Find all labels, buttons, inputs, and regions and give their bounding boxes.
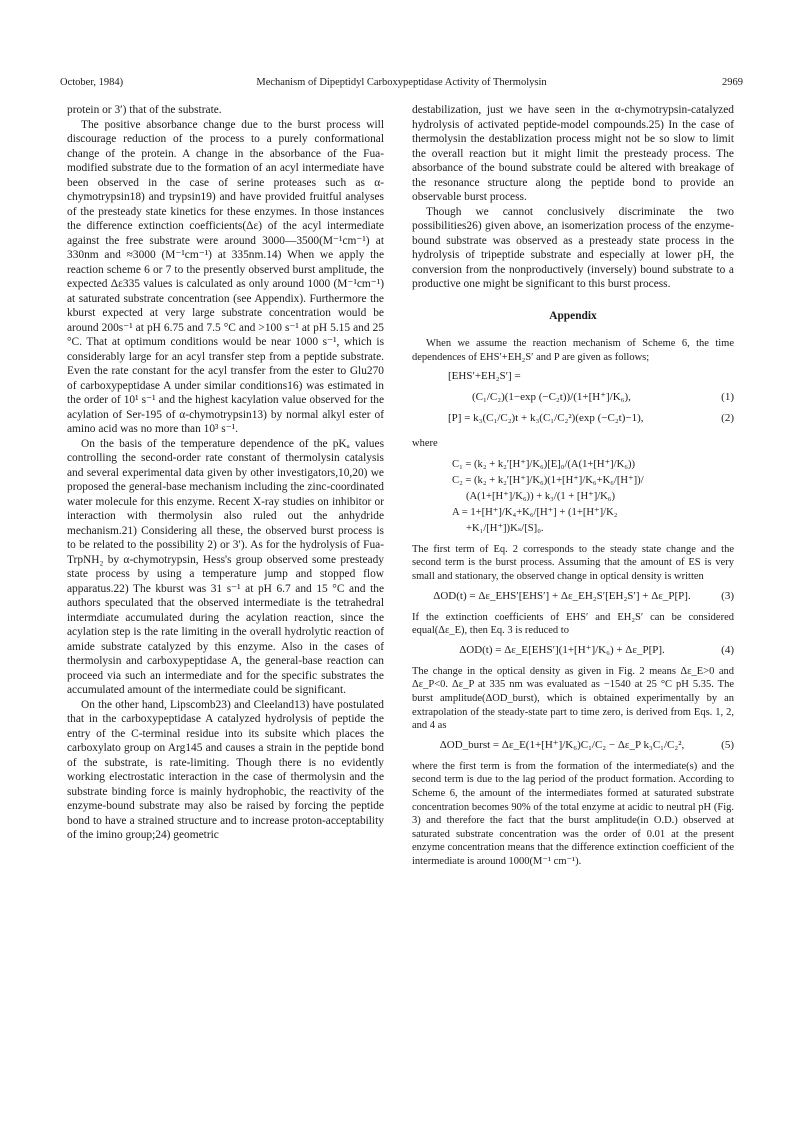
paragraph: Though we cannot conclusively discriminate the two possibilities26) given above, an isomerization process of the enzyme-bound substrate was observed as a presteady state process in the hydrolysis of tripeptide substrate and especially at lower pH, the conversion from the nonproductively (inversely) bound substrate to a productive one might be significant to this burst process.	[412, 205, 734, 290]
appendix-body	[412, 337, 734, 868]
appendix-title: Appendix	[549, 309, 597, 322]
definition-a-cont: +K₁/[H⁺])Kₛ/[S]₀.	[466, 522, 544, 534]
page-number: 2969	[722, 77, 743, 88]
equation-number: (2)	[721, 412, 734, 425]
appendix-intro: When we assume the reaction mechanism of Scheme 6, the time dependences of EHS′+EH₂S′ and P are given as follows;	[412, 338, 734, 363]
equation-1: (C₁/C₂)(1−exp (−C₂t))/(1+[H⁺]/K₆), (1)	[472, 391, 734, 404]
equation-number: (5)	[721, 738, 734, 751]
paragraph: destabilization, just we have seen in the α-chymotrypsin-catalyzed hydrolysis of activated peptide-model compounds.25) In the case of thermolysin the destablization process might not be so slow to limit the overall reaction but it might limit the presteady process. The absorbance of the bound substrate could be altered with breakage of the resonance structure along the peptide bond to provide an observable burst process.	[412, 104, 734, 203]
definitions	[452, 457, 734, 537]
paragraph: If the extinction coefficients of EHS′ and EH₂S′ can be considered equal(Δε_E), then Eq. 3 is reduced to	[412, 611, 734, 637]
paragraph: The positive absorbance change due to the burst process will discourage reduction of the process to a purely conformational change of the protein. A change in the absorbance of the Fua-modified substrate due to the formation of an acyl intermediate have been observed in the case of serine proteases such as α-chymotrypsin18) and trypsin19) and have provided fruitful analyses of the presteady state kinetics for these enzymes. In those instances the difference extinction coefficients(Δε) of the acyl intermediate against the free substrate were around 3000—3500(M⁻¹cm⁻¹) at 330nm and ≈3000 (M⁻¹cm⁻¹) at 335nm.14) When we apply the reaction scheme 6 or 7 to the presently observed burst amplitude, the expected Δε335 values is calculated as only around 1000 (M⁻¹cm⁻¹) at saturated substrate concentration (see Appendix). Furthermore the kburst expected at very large substrate concentration would be around 200s⁻¹ at pH 6.75 and 7.5 °C and >100 s⁻¹ at pH 5.15 and 25 °C. That at optimum conditions would be near 1000 s⁻¹, which is considerably large for an acyl transfer step from a peptide substrate. Even the rate constant for the acyl transfer from the ester to Glu270 of carboxypeptidase A under similar conditions16) was estimated in the order of 10¹ s⁻¹ and the highest kacylation value observed for the acylation of Ser-195 of α-chymotrypsin13) by normal alkyl ester of amino acid was no more than 10³ s⁻¹.	[67, 118, 384, 435]
definition-c2-cont: (A(1+[H⁺]/K₆)) + k₃/(1 + [H⁺]/K₆)	[466, 490, 616, 502]
equation-3: ΔOD(t) = Δε_EHS′[EHS′] + Δε_EH₂S′[EH₂S′] + Δε_P[P]. (3)	[433, 589, 734, 602]
header-title: Mechanism of Dipeptidyl Carboxypeptidase Activity of Thermolysin	[256, 77, 547, 88]
equation-number: (4)	[721, 643, 734, 656]
paragraph: where the first term is from the formation of the intermediate(s) and the second term is due to the lag period of the product formation. According to Scheme 6, the amount of the intermediates formed at saturated substrate concentration becomes 90% of the total enzyme at acidic to neutral pH (Fig. 3) and therefore the fact that the burst amplitude(in O.D.) observed at saturated substrate concentration was the order of 0.01 at the present enzyme concentration means that the difference extinction coefficient of the intermediate is around 1000(M⁻¹ cm⁻¹).	[412, 760, 734, 867]
equation-number: (3)	[721, 589, 734, 602]
where-label: where	[412, 438, 438, 450]
definition-c2: C₂ = (k₂ + k₂′[H⁺]/K₆)(1+[H⁺]/K₆+K₆/[H⁺])/	[452, 474, 644, 486]
equation-4: ΔOD(t) = Δε_E[EHS′](1+[H⁺]/K₆) + Δε_P[P]. (4)	[459, 643, 734, 656]
left-column	[67, 103, 384, 843]
paragraph: The change in the optical density as given in Fig. 2 means Δε_E>0 and Δε_P<0. Δε_P at 335 nm was evaluated as −1540 at 25 °C pH 5.35. The burst amplitude(ΔOD_burst), which is obtained experimentally by an extrapolation of the steady-state part to time zero, is derived from Eqs. 1, 2, and 4 as	[412, 665, 734, 732]
paragraph: protein or 3′) that of the substrate.	[67, 104, 222, 116]
equation-2: [P] = k₃(C₁/C₂)t + k₃(C₁/C₂²)(exp (−C₂t)−1), (2)	[448, 412, 734, 425]
equation-number: (1)	[721, 391, 734, 404]
header-date: October, 1984)	[60, 77, 124, 88]
right-column	[412, 103, 734, 868]
paragraph: On the other hand, Lipscomb23) and Cleeland13) have postulated that in the carboxypeptidase A catalyzed hydrolysis of peptide the entry of the C-terminal residue into its subsite which places the carboxylato group on Arg145 and causes a strain in the peptide bond of the substrate, is rate-limiting. Though there is no evidently working electrostatic interaction in the case of thermolysin and the substrate binding force is mainly hydrophobic, the reactivity of the enzyme-bound substrate may also be raised by forcing the peptide bond to have a strained structure and to increase proton-acceptability of the imino group;24) geometric	[67, 698, 384, 841]
equation-5: ΔOD_burst = Δε_E(1+[H⁺]/K₆)C₁/C₂ − Δε_P k₃C₁/C₂², (5)	[439, 738, 734, 751]
equation-1-line-1: [EHS′+EH₂S′] =	[448, 370, 521, 383]
running-header	[60, 77, 743, 93]
definition-c1: C₁ = (k₂ + k₂′[H⁺]/K₆)[E]₀/(A(1+[H⁺]/K₆))	[452, 458, 636, 470]
paragraph: The first term of Eq. 2 corresponds to the steady state change and the second term is the burst process. Assuming that the amount of ES is very small and stationary, the observed change in optical density is written	[412, 543, 734, 582]
definition-a: A = 1+[H⁺]/K₄+K₆/[H⁺] + (1+[H⁺]/K₂	[452, 506, 618, 518]
paragraph: On the basis of the temperature dependence of the pKₐ values controlling the second-order rate constant of thermolysin catalysis and several experimental data given by other investigators,10,20) we proposed the general-base mechanism including the zinc-coordinated water molecule for this enzyme. Recent X-ray studies on inhibitor or interaction with thermolysin also ruled out the anhydride mechanism.21) Considering all these, the observed burst process is to be related to the possibility 2) or 3′). As for the hydrolysis of Fua-TrpNH₂ by α-chymotrypsin, Hess's group observed some presteady state process by using a temperature jump and stopped flow apparatus.22) The kburst was 31 s⁻¹ at pH 6.7 and 15 °C and the authors speculated that the observed intermediate is the tetrahedral intermdiate accumulated during the acylation reaction, since the acylation step is the rate limiting in the overall hydrolytic reaction of amide substrate catalyzed by this enzyme. Also in the cases of thermolysin and carboxypeptidase A, the general-base reaction can proceed via such an intermediate and for the specific substrates the accumulated amount of the intermediate could be significant.	[67, 437, 384, 696]
